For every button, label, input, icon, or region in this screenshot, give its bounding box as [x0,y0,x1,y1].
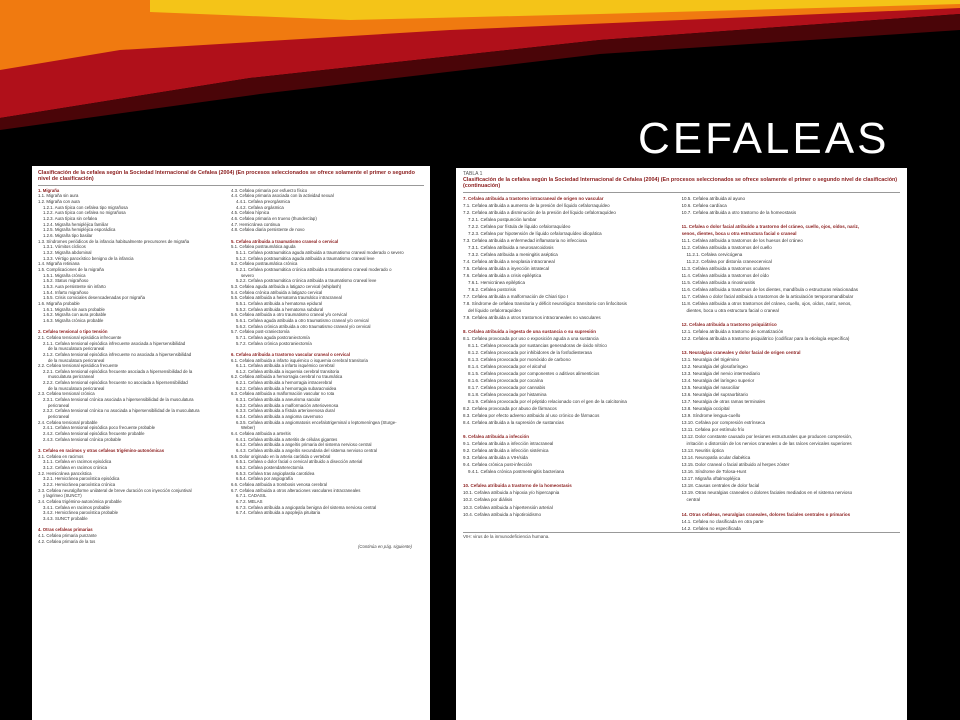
classification-entry: 12.1. Cefalea atribuida a trastorno de somatización [681,329,784,335]
classification-entry: del líquido cefalorraquídeo [468,308,522,314]
classification-entry: 11.6. Cefalea atribuida a trastornos de los dientes, mandíbula o estructuras relacionadas [681,287,859,293]
classification-entry: 4.4. Cefalea primaria asociada con la actividad sexual [231,193,334,199]
classification-entry: 1.5.3. Aura persistente sin infarto [43,283,106,289]
classification-entry: Weber) [241,425,256,431]
classification-entry: 1.4. Migraña retiniana [38,261,80,267]
classification-entry: 5.7.1. Cefalea aguda postcraniectomía [236,334,310,340]
classification-entry: 13.19. Otras neuralgias craneales o dolores faciales mediados en el sistema nervioso [681,490,853,496]
classification-entry: 6.3.3. Cefalea atribuida a fístula arteriovenosa dural [236,408,335,414]
classification-entry: 13.2. Neuralgia del glosofaríngeo [681,364,748,370]
classification-entry: 3.4.3. SUNCT probable [43,515,88,521]
classification-entry: 7.7. Cefalea atribuida a malformación de Chiari tipo I [463,294,569,300]
classification-entry: 9.2. Cefalea atribuida a infección sistémica [463,448,549,454]
classification-entry [682,216,901,223]
classification-entry: 1.6.1. Migraña sin aura probable [43,306,105,312]
classification-entry: 2.4.3. Cefalea tensional crónica probable [43,436,122,442]
section-heading: 5. Cefalea atribuida a traumatismo craneal o cervical [231,238,339,244]
classification-entry: 10.7. Cefalea atribuida a otro trastorno de la homeostasis [681,209,797,215]
classification-entry: 11.7. Cefalea o dolor facial atribuido a trastornos de la articulación temporomandibular [681,294,854,300]
classification-entry: 3.2.2. Hemicránea paroxística crónica [43,481,116,487]
classification-entry: 9.4. Cefalea crónica post-infección [463,462,533,468]
classification-entry: 7.2.3. Cefalea por hipotensión de líquido cefalorraquídeo idiopática [468,230,602,236]
section-heading: 4. Otras cefaleas primarias [38,527,93,533]
classification-entry: 6.7.3. Cefalea atribuida a angiopatía benigna del sistema nervioso central [236,504,377,510]
classification-entry: 6.5.1. Cefalea o dolor facial o cervical atribuido a disección arterial [236,459,363,465]
classification-entry: 6.5.3. Cefalea tras angioplastia carotídea [236,470,315,476]
classification-entry: 11.2.2. Cefalea por distonía craneocervical [686,258,772,264]
classification-entry: 10.3. Cefalea atribuida a hipertensión arterial [463,504,553,510]
classification-entry: 5.6. Cefalea atribuida a otro traumatismo craneal y/o cervical [231,312,347,318]
classification-entry: 8.2. Cefalea provocada por abuso de fármacos [463,406,557,412]
classification-entry: dientes, boca u otra estructura facial o craneal [686,308,779,314]
classification-entry: 8.1.5. Cefalea provocada por componentes o aditivos alimenticios [468,371,600,377]
classification-entry: 2.1.2. Cefalea tensional episódica infrecuente no asociada a hipersensibilidad [43,351,192,357]
classification-entry: 1.2.4. Migraña hemipléjica familiar [43,221,109,227]
classification-entry: 1.3.3. Vértigo paroxístico benigno de la infancia [43,255,134,261]
classification-entry: 6.3.1. Cefalea atribuida a aneurisma sacular [236,397,321,403]
classification-entry: 3.1.1. Cefalea en racimos episódica [43,459,112,465]
classification-entry: 13.7. Neuralgia de otras ramas terminales [681,399,766,405]
classification-entry: 6.1. Cefalea atribuida a infarto isquémico o isquemia cerebral transitoria [231,357,368,363]
classification-entry: 12.2. Cefalea atribuida a trastorno psiquiátrico (codificar para la etiología específica) [681,336,850,342]
classification-entry: 2.4. Cefalea tensional probable [38,419,98,425]
classification-entry: 1.2.6. Migraña tipo basilar [43,233,93,239]
classification-entry: de la musculatura pericraneal [48,357,105,363]
classification-entry: 7.6.2. Cefalea postcrisis [468,287,517,293]
classification-entry: 11.2.1. Cefalea cervicógena [686,251,743,257]
classification-entry: 5.4. Cefalea crónica atribuida a latigazo cervical [231,289,323,295]
classification-entry: 4.4.2. Cefalea orgásmica [236,204,284,210]
classification-entry: 8.1.2. Cefalea provocada por inhibidores de la fosfodiesterasa [468,350,592,356]
table-column-left [38,188,231,544]
classification-entry: 10.1. Cefalea atribuida a hipoxia y/o hipercapnia [463,490,560,496]
classification-entry: 5.6.2. Cefalea crónica atribuida a otro traumatismo craneal y/o cervical [236,323,371,329]
classification-entry: 5.5.2. Cefalea atribuida a hematoma subdural [236,306,324,312]
classification-entry: 8.1.4. Cefalea provocada por el alcohol [468,364,547,370]
classification-entry: 10.2. Cefalea por diálisis [463,497,513,503]
classification-entry: 4.2. Cefalea primaria de la tos [38,538,96,544]
classification-entry: 4.5. Cefalea hípnica [231,210,270,216]
classification-entry: 1.6.2. Migraña con aura probable [43,312,107,318]
section-heading: 14. Otras cefaleas, neuralgias craneales, dolores faciales centrales o primarios [681,511,851,517]
classification-entry: 7.3.1. Cefalea atribuida a neurosarcoidosis [468,244,554,250]
section-heading: 3. Cefalea en racimos y otras cefaleas trigémino-autonómicas [38,448,165,453]
table-column-left [463,195,682,532]
classification-entry: 11.5. Cefalea atribuida a rinosinusitis [681,280,755,285]
classification-entry: 13.18. Causas centrales de dolor facial [681,483,760,489]
table-column-right [682,195,901,532]
classification-entry: 6.6. Cefalea atribuida a trombosis venosa cerebral [231,481,328,487]
classification-entry: 11.1. Cefalea atribuida a trastornos de los huesos del cráneo [681,237,803,243]
table-header: Clasificación de la cefalea según la Sociedad Internacional de Cefalea (2004) (En procesos seleccionados se ofrece solamente el primer o segundo nivel de clasificación) [38,170,415,183]
section-heading: 1. Migraña [38,187,60,193]
classification-entry: 4.4.1. Cefalea preorgásmica [236,199,290,205]
classification-entry: 11.4. Cefalea atribuida a trastornos del oído [681,272,769,278]
classification-entry: 4.7. Hemicránea continua [231,221,280,227]
classification-entry: 11.3. Cefalea atribuida a trastornos oculares [681,265,770,271]
classification-entry: 7.6. Cefalea atribuida a crisis epiléptica [463,272,542,278]
classification-entry: 9.4.1. Cefalea crónica postmeningitis bacteriana [468,469,565,475]
classification-entry: 3.1. Cefalea en racimos [38,453,84,459]
section-heading: 6. Cefalea atribuida a trastorno vascular craneal o cervical [231,351,350,357]
classification-entry: central [686,497,701,503]
classification-entry: 1.2.3. Aura típica sin cefalea [43,216,97,222]
classification-entry: 7.3. Cefalea atribuida a enfermedad inflamatoria no infecciosa [463,237,587,243]
classification-entry: 2.4.2. Cefalea tensional episódica frecuente probable [43,431,145,437]
classification-entry: 7.4. Cefalea atribuida a neoplasia intracraneal [463,258,555,264]
classification-entry: 7.1. Cefalea atribuida a aumento de la presión del líquido cefalorraquídeo [463,202,610,208]
classification-entry: 1.5.2. Status migrañoso [43,278,89,284]
classification-entry: 5.2.1. Cefalea postraumática crónica atribuida a traumatismo craneal moderado o [236,267,392,272]
classification-entry: 8.1.6. Cefalea provocada por cocaína [468,378,544,384]
section-heading: 10. Cefalea atribuida a trastorno de la homeostasis [463,483,572,489]
classification-entry: 6.4.3. Cefalea atribuida a angeítis secundaria del sistema nervioso central [236,448,377,453]
classification-entry: 1.3.2. Migraña abdominal [43,250,92,256]
classification-entry: 8.1.9. Cefalea provocada por el péptido relacionado con el gen de la calcitonina [468,399,627,405]
classification-entry: 2.2.1. Cefalea tensional episódica frecuente asociada a hipersensibilidad de la [43,368,193,374]
classification-entry: 3.1.2. Cefalea en racimos crónica [43,464,108,470]
classification-entry: 5.5.1. Cefalea atribuida a hematoma epidural [236,300,322,306]
classification-entry: 1.6. Migraña probable [38,300,80,306]
classification-entry: 7.2. Cefalea atribuida a disminución de la presión del líquido cefalorraquídeo [463,209,616,215]
classification-entry: 9.1. Cefalea atribuida a infección intracraneal [463,441,554,447]
classification-entry: 13.8. Neuralgia occipital [681,406,730,412]
section-heading: 9. Cefalea atribuida a infección [463,434,530,440]
classification-entry: 6.1.2. Cefalea atribuida a isquemia cerebral transitoria [236,368,340,374]
classification-entry: 5.2. Cefalea postraumática crónica [231,261,298,267]
classification-entry: de la musculatura pericraneal [48,385,105,391]
classification-entry: 1.1. Migraña sin aura [38,193,79,199]
classification-entry: 7.2.2. Cefalea por fístula de líquido cefalorraquídeo [468,223,571,229]
classification-entry: 8.3. Cefalea por efecto adverso atribuido al uso crónico de fármacos [463,413,600,419]
classification-entry: 5.1. Cefalea postraumática aguda [231,244,296,250]
classification-entry: 1.2.1. Aura típica con cefalea tipo migrañosa [43,204,128,210]
section-heading: 7. Cefalea atribuida a trastorno intracraneal de origen no vascular [463,195,604,201]
classification-entry: 1.5.1. Migraña crónica [43,272,86,278]
table-header: Clasificación de la cefalea según la Sociedad Internacional de Cefalea (2004) (En procesos seleccionados se ofrece solamente el primer o segundo nivel de clasificación) (continuación) [463,177,898,190]
continued-note: (Continúa en pág. siguiente) [358,544,412,550]
classification-entry: 13.9. Síndrome lengua-cuello [681,413,741,419]
classification-entry [463,321,682,328]
classification-entry: 8.1.1. Cefalea provocada por sustancias generadoras de óxido nítrico [468,343,607,349]
classification-entry: 2.3. Cefalea tensional crónica [38,391,95,397]
classification-entry: pericraneal [48,414,70,420]
classification-entry: pericraneal [48,402,70,408]
header-divider [463,192,900,193]
classification-entry: 1.5.5. Crisis comiciales desencadenadas por migraña [43,295,145,301]
classification-entry: 13.11. Cefalea por estímulo frío [681,427,745,433]
classification-entry: 6.7.2. MELAS [236,498,263,504]
classification-entry [463,426,682,433]
classification-entry: 10.4. Cefalea atribuida a hipotiroidismo [463,511,542,517]
classification-entry: 7.2.1. Cefalea postpunción lumbar [468,216,537,222]
classification-entry: 8.1. Cefalea provocada por uso o exposición aguda a una sustancia [463,336,599,342]
classification-entry: 7.8. Síndrome de cefalea transitoria y déficit neurológico transitorio con linfocitosis [463,301,627,307]
classification-entry: 9.3. Cefalea atribuida a VIH/sida [463,455,528,461]
classification-entry: 13.10. Cefalea por compresión extrínseca [681,420,766,426]
slide-title: CEFALEAS [638,114,890,163]
classification-entry: 6.2. Cefalea atribuida a hemorragia cerebral no traumática [231,374,343,380]
classification-entry: 13.6. Neuralgia del supraorbitario [681,392,749,398]
section-heading: 2. Cefalea tensional o tipo tensión [38,329,108,335]
classification-entry: 13.17. Migraña oftalmopléjica [681,476,741,482]
classification-entry: 2.1. Cefalea tensional episódica infrecuente [38,334,122,340]
classification-entry: 14.2. Cefalea no especificada [681,525,741,531]
classification-entry [682,342,901,349]
section-heading: 13. Neuralgias craneales y dolor facial de origen central [681,350,801,356]
classification-entry [682,504,901,511]
section-heading: senos, dientes, boca u otra estructura facial o craneal [681,230,797,236]
classification-entry: 13.12. Dolor constante causado por lesiones estructurales que producen compresión, [681,434,853,440]
classification-entry: 14.1. Cefalea no clasificada en otra parte [681,518,764,524]
classification-entry: 13.13. Neuritis óptica [681,448,724,454]
classification-entry: 6.5. Dolor originado en la arteria carótida o vertebral [231,453,331,459]
classification-entry: 3.2.1. Hemicránea paroxística episódica [43,476,120,482]
classification-entry: 7.6.1. Hemicránea epiléptica [468,280,526,285]
classification-entry [463,475,682,482]
classification-entry: 1.6.3. Migraña crónica probable [43,317,104,323]
classification-entry: 3.3. Cefalea neuralgiforme unilateral de breve duración con inyección conjuntival [38,487,192,493]
header-divider [38,185,424,186]
classification-entry: 10.5. Cefalea atribuida al ayuno [681,195,746,201]
section-heading: 8. Cefalea atribuida a ingesta de una sustancia o su supresión [463,329,597,335]
classification-entry: 2.1.1. Cefalea tensional episódica infrecuente asociada a hipersensibilidad [43,340,186,346]
section-heading: 12. Cefalea atribuida a trastorno psiquiátrico [681,322,777,328]
classification-entry: 2.3.1. Cefalea tensional crónica asociada a hipersensibilidad de la musculatura [43,397,194,403]
classification-entry: 6.2.1. Cefalea atribuida a hemorragia intracerebral [236,380,333,386]
classification-entry: 3.4. Cefalea trigémino-autonómica probable [38,498,122,504]
classification-entry: 6.7.1. CADASIL [236,493,267,499]
classification-entry: 6.3.4. Cefalea atribuida a angioma cavernoso [236,414,323,420]
classification-entry: 5.7. Cefalea post-craniectomía [231,329,290,335]
classification-entry: 6.4. Cefalea atribuida a arteritis [231,431,291,437]
section-heading: 11. Cefalea o dolor facial atribuido a trastorno del cráneo, cuello, ojos, oídos, nariz, [681,223,860,229]
classification-entry: severo [241,272,254,278]
classification-entry: 6.7. Cefalea atribuida a otros alteraciones vasculares intracraneales [231,487,361,493]
classification-entry: 5.7.2. Cefalea crónica postcraniectomía [236,340,312,346]
classification-entry: 6.2.2. Cefalea atribuida a hemorragia subaracnoidea [236,385,337,391]
classification-entry: 1.3.1. Vómitos cíclicos [43,244,86,250]
decorative-banner [0,0,960,130]
classification-entry: 4.8. Cefalea diaria persistente de novo [231,227,305,233]
classification-entry: 3.4.2. Hemicránea paroxística probable [43,510,118,516]
classification-entry: 11.8. Cefalea atribuida a otros trastornos del cráneo, cuello, ojos, oídos, nariz, senos, [681,301,852,307]
classification-entry: 2.2. Cefalea tensional episódica frecuente [38,363,119,369]
classification-entry: 13.3. Neuralgia del nervio intermediario [681,371,761,377]
classification-entry: irritación o distorsión de los nervios craneales o de las raíces cervicales superiores [686,441,852,447]
classification-entry: 4.1. Cefalea primaria punzante [38,532,97,538]
classification-entry: 13.1. Neuralgia del trigémino [681,357,740,363]
classification-entry: 5.1.2. Cefalea postraumática aguda atribuida a traumatismo craneal leve [236,255,375,261]
classification-entry: 1.3. Síndromes periódicos de la infancia habitualmente precursores de migraña [38,238,190,244]
classification-entry: 6.7.4. Cefalea atribuida a apoplejía pituitaria [236,510,321,516]
classification-entry: de la musculatura pericraneal [48,346,105,352]
classification-table-page-1 [32,166,430,720]
classification-entry: 13.16. Síndrome de Tolosa-Hunt [681,469,747,475]
classification-entry: 5.2.2. Cefalea postraumática crónica atribuida a traumatismo craneal leve [236,278,377,284]
classification-entry: 13.5. Neuralgia del nasociliar [681,385,740,391]
classification-entry: 3.2. Hemicránea paroxística [38,470,92,476]
classification-entry: 13.4. Neuralgia del laríngeo superior [681,378,755,384]
classification-entry: 7.5. Cefalea atribuida a inyección intratecal [463,265,550,271]
classification-entry: 1.5.4. Infarto migrañoso [43,289,89,295]
table-column-right [231,188,424,544]
classification-entry: 5.6.1. Cefalea aguda atribuida a otro traumatismo craneal y/o cervical [236,317,369,323]
classification-entry: 1.2.2. Aura típica con cefalea no migrañosa [43,210,126,216]
classification-entry: 2.4.1. Cefalea tensional episódica poco frecuente probable [43,425,156,431]
classification-entry: musculatura pericraneal [48,374,94,380]
classification-entry: 6.3.5. Cefalea atribuida a angiomatosis encefalotrigeminal o leptomeníngea (Sturge- [236,419,397,425]
classification-table-page-2 [456,168,907,720]
classification-entry: 7.3.2. Cefalea atribuida a meningitis aséptica [468,251,558,257]
classification-entry: 6.1.1. Cefalea atribuida a infarto isquémico cerebral [236,363,335,369]
classification-entry: 7.9. Cefalea atribuida a otros trastornos intracraneales no vasculares [463,315,601,321]
classification-entry: 5.5. Cefalea atribuida a hematoma traumático intracraneal [231,295,342,301]
classification-entry: 3.4.1. Cefalea en racimos probable [43,504,110,510]
classification-entry: 1.2. Migraña con aura [38,199,80,205]
classification-entry: 11.2. Cefalea atribuida a trastornos del cuello [681,244,772,250]
table-label: TABLA 1 [463,171,483,177]
classification-entry: 6.3. Cefalea atribuida a malformación vascular no rota [231,391,335,397]
classification-entry: 13.14. Neuropatía ocular diabética [681,455,751,461]
classification-entry: 6.5.2. Cefalea postendarterectomía [236,464,304,470]
classification-entry: 8.4. Cefalea atribuida a la supresión de sustancias [463,420,564,426]
classification-entry: 8.1.7. Cefalea provocada por cannabis [468,385,546,391]
classification-entry: 4.3. Cefalea primaria por esfuerzo físico [231,187,308,193]
classification-entry: 2.2.2. Cefalea tensional episódica frecuente no asociada a hipersensibilidad [43,380,188,386]
classification-entry: 13.15. Dolor craneal o facial atribuido al herpes zóster [681,462,790,468]
classification-entry: 1.5. Complicaciones de la migraña [38,267,104,272]
classification-entry: 6.3.2. Cefalea atribuida a malformación arteriovenosa [236,402,339,408]
classification-entry [682,314,901,321]
classification-entry: 8.1.3. Cefalea provocada por monóxido de carbono [468,357,571,363]
classification-entry: 6.4.1. Cefalea atribuida a arteritis de células gigantes [236,436,338,442]
classification-entry: 6.4.2. Cefalea atribuida a angeítis primaria del sistema nervioso central [236,442,372,448]
classification-entry: y lagrimeo (SUNCT) [43,493,82,499]
table-footnote: VIH: virus de la inmunodeficiencia humana. [463,532,900,539]
classification-entry: 6.5.4. Cefalea por angiografía [236,476,293,482]
classification-entry: 8.1.8. Cefalea provocada por histamina [468,392,547,398]
classification-entry: 2.3.2. Cefalea tensional crónica no asociada a hipersensibilidad de la musculatura [43,408,200,414]
classification-entry: 1.2.5. Migraña hemipléjica esporádica [43,227,116,233]
classification-entry: 4.6. Cefalea primaria en trueno (thunderclap) [231,216,317,222]
classification-entry: 5.1.1. Cefalea postraumática aguda atribuida a traumatismo craneal moderado o severo [236,250,404,256]
classification-entry: 5.3. Cefalea aguda atribuida a latigazo cervical (whiplash) [231,283,342,289]
classification-entry: 10.6. Cefalea cardíaca [681,202,727,208]
